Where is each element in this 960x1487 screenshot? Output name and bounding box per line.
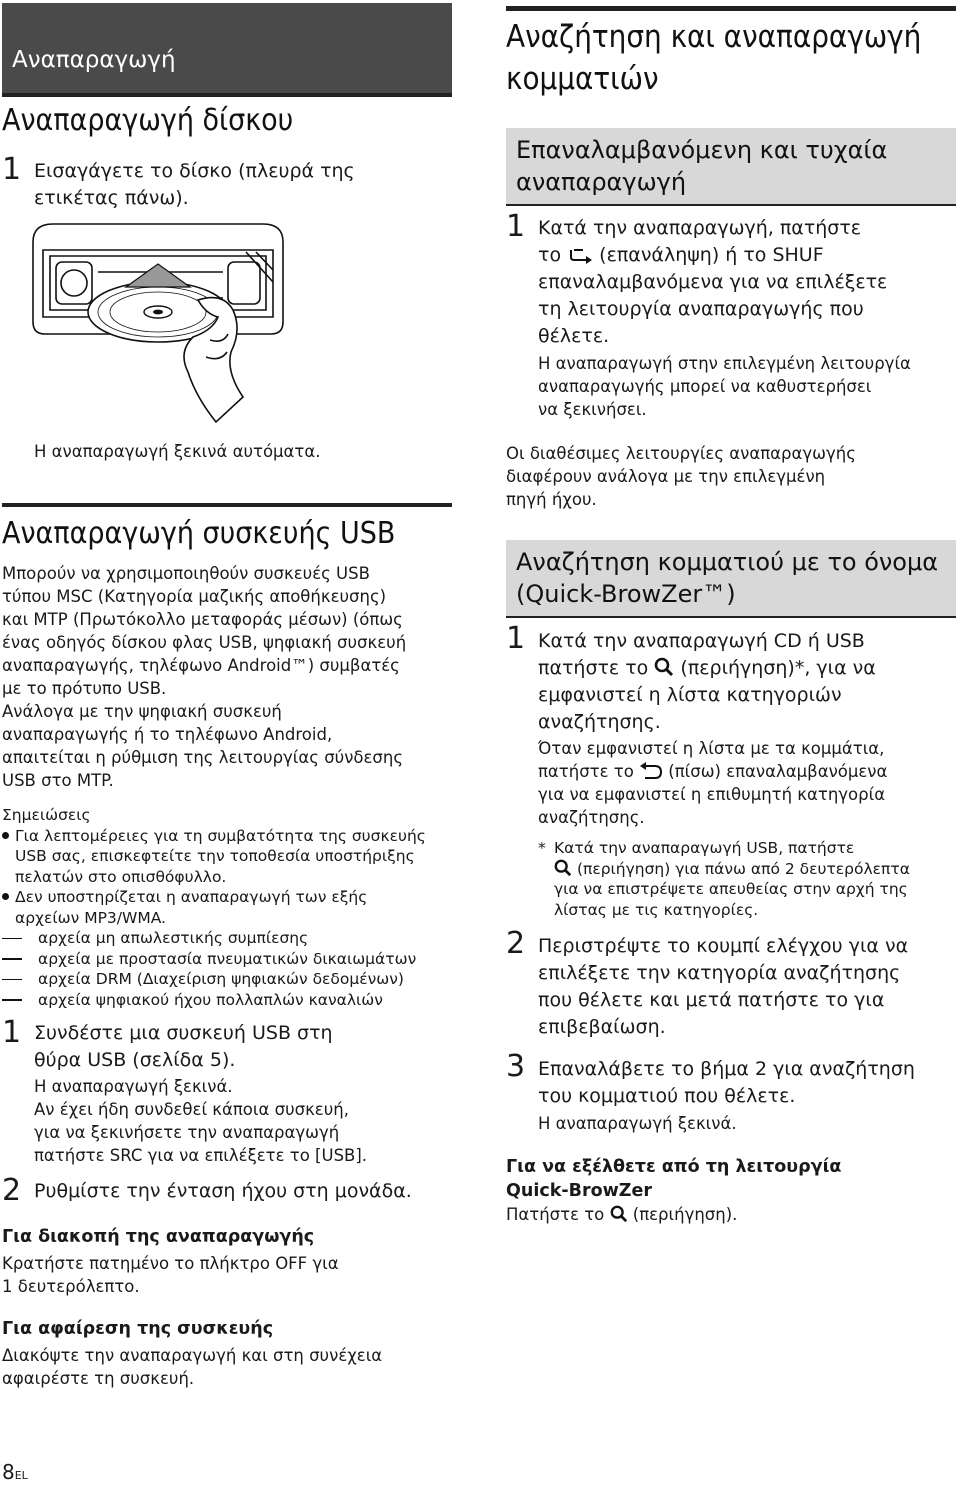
step-number: 1 xyxy=(2,1015,22,1050)
browse-icon xyxy=(554,859,572,877)
disc-step1: Εισαγάγετε το δίσκο (πλευρά της ετικέτας πάνω). xyxy=(34,160,355,209)
step-number: 2 xyxy=(506,926,526,961)
right-title: Αναζήτηση και αναπαραγωγή κομματιών xyxy=(506,19,922,97)
search-footnote: * Κατά την αναπαραγωγή USB, πατήστε (περιήγηση) για πάνω από 2 δευτερόλεπτα για να επιστρέψετε απευθείας στην αρχή της λίστας με τις κατηγορίες. xyxy=(538,839,910,919)
usb-step1-detail: Η αναπαραγωγή ξεκινά. Αν έχει ήδη συνδεθεί κάποια συσκευή, για να ξεκινήσετε την αναπαραγωγή πατήστε SRC για να επιλέξετε το [USB]. xyxy=(34,1077,368,1165)
disc-title: Αναπαραγωγή δίσκου xyxy=(2,103,294,138)
note-item: Για λεπτομέρειες για τη συμβατότητα της συσκευής USB σας, επισκεφτείτε την τοποθεσία υποστήριξης πελατών στο οπισθόφυλλο. xyxy=(2,826,457,888)
repeat-heading: Επαναλαμβανόμενη και τυχαία αναπαραγωγή xyxy=(506,128,956,204)
usb-step2: Ρυθμίστε την ένταση ήχου στη μονάδα. xyxy=(34,1180,412,1202)
exit-text: Πατήστε το (περιήγηση). xyxy=(506,1205,738,1224)
repeat-icon xyxy=(567,246,593,264)
search-step3: Επαναλάβετε το βήμα 2 για αναζήτηση του κομματιού που θέλετε. xyxy=(538,1058,915,1107)
search-step1-detail: Όταν εμφανιστεί η λίστα με τα κομμάτια, πατήστε το (πίσω) επαναλαμβανόμενα για να εμφανιστεί η επιθυμητή κατηγορία αναζήτησης. xyxy=(538,739,888,827)
disc-insert-illustration xyxy=(28,222,288,427)
search-step2: Περιστρέψτε το κουμπί ελέγχου για να επιλέξετε την κατηγορία αναζήτησης που θέλετε και μετά πατήστε το για επιβεβαίωση. xyxy=(538,935,909,1038)
bullet-icon xyxy=(2,832,9,839)
bullet-icon xyxy=(2,893,9,900)
dash-item: αρχεία ψηφιακού ήχου πολλαπλών καναλιών xyxy=(2,990,457,1011)
back-icon xyxy=(639,762,663,780)
browse-icon xyxy=(654,657,674,677)
repeat-step1-detail: Η αναπαραγωγή στην επιλεγμένη λειτουργία αναπαραγωγής μπορεί να καθυστερήσει να ξεκινήσει. xyxy=(538,354,911,419)
section-header-bar xyxy=(2,3,452,93)
section-label: Αναπαραγωγή xyxy=(12,47,176,73)
note-item: Δεν υποστηρίζεται η αναπαραγωγή των εξής αρχείων MP3/WMA. xyxy=(2,887,457,928)
usb-notes xyxy=(2,805,457,1010)
remove-text: Διακόψτε την αναπαραγωγή και στη συνέχεια αφαιρέστε τη συσκευή. xyxy=(2,1346,383,1388)
dash-item: αρχεία μη απωλεστικής συμπίεσης xyxy=(2,928,457,949)
usb-description: Μπορούν να χρησιμοποιηθούν συσκευές USB τύπου MSC (Κατηγορία μαζικής αποθήκευσης) και MTP (Πρωτόκολλο μεταφοράς μέσων) (όπως ένας οδηγός δίσκου φλας USB, ψηφιακή συσκευή αναπαραγωγής, τηλέφωνο Android™) συμβατές με το πρότυπο USB. Ανάλογα με την ψηφιακή συσκευή αναπαραγωγής ή το τηλέφωνο Android, απαιτείται η ρύθμιση της λειτουργίας σύνδεσης USB στο MTP. xyxy=(2,564,407,790)
disc-auto-note: Η αναπαραγωγή ξεκινά αυτόματα. xyxy=(34,442,321,461)
page-number: 8EL xyxy=(2,1460,28,1484)
exit-title: Για να εξέλθετε από τη λειτουργία Quick-BrowZer xyxy=(506,1157,842,1201)
stop-title: Για διακοπή της αναπαραγωγής xyxy=(2,1227,315,1247)
step-number: 1 xyxy=(506,209,526,244)
dash-item: αρχεία με προστασία πνευματικών δικαιωμάτων xyxy=(2,949,457,970)
stop-text: Κρατήστε πατημένο το πλήκτρο OFF για 1 δευτερόλεπτο. xyxy=(2,1254,339,1296)
remove-title: Για αφαίρεση της συσκευής xyxy=(2,1319,274,1339)
divider xyxy=(2,93,452,97)
divider xyxy=(506,616,956,618)
usb-step1: Συνδέστε μια συσκευή USB στη θύρα USB (σελίδα 5). xyxy=(34,1022,333,1071)
usb-title: Αναπαραγωγή συσκευής USB xyxy=(2,516,396,551)
step-number: 2 xyxy=(2,1173,22,1208)
divider xyxy=(506,6,956,11)
dash-item: αρχεία DRM (Διαχείριση ψηφιακών δεδομένων) xyxy=(2,969,457,990)
step-number: 3 xyxy=(506,1049,526,1084)
divider xyxy=(506,204,956,206)
search-heading: Αναζήτηση κομματιού με το όνομα (Quick-BrowZer™) xyxy=(506,540,956,616)
search-step3-detail: Η αναπαραγωγή ξεκινά. xyxy=(538,1114,737,1133)
search-step1: Κατά την αναπαραγωγή CD ή USB πατήστε το (περιήγηση)*, για να εμφανιστεί η λίστα κατηγοριών αναζήτησης. xyxy=(538,630,876,733)
browse-icon xyxy=(610,1205,628,1223)
divider xyxy=(2,503,452,507)
repeat-step1: Κατά την αναπαραγωγή, πατήστε το (επανάληψη) ή το SHUF επαναλαμβανόμενα για να επιλέξετε τη λειτουργία αναπαραγωγής που θέλετε. xyxy=(538,217,888,347)
step-number: 1 xyxy=(506,621,526,656)
step-number: 1 xyxy=(2,152,22,187)
notes-title: Σημειώσεις xyxy=(2,806,91,824)
available-modes-note: Οι διαθέσιμες λειτουργίες αναπαραγωγής διαφέρουν ανάλογα με την επιλεγμένη πηγή ήχου. xyxy=(506,444,856,509)
